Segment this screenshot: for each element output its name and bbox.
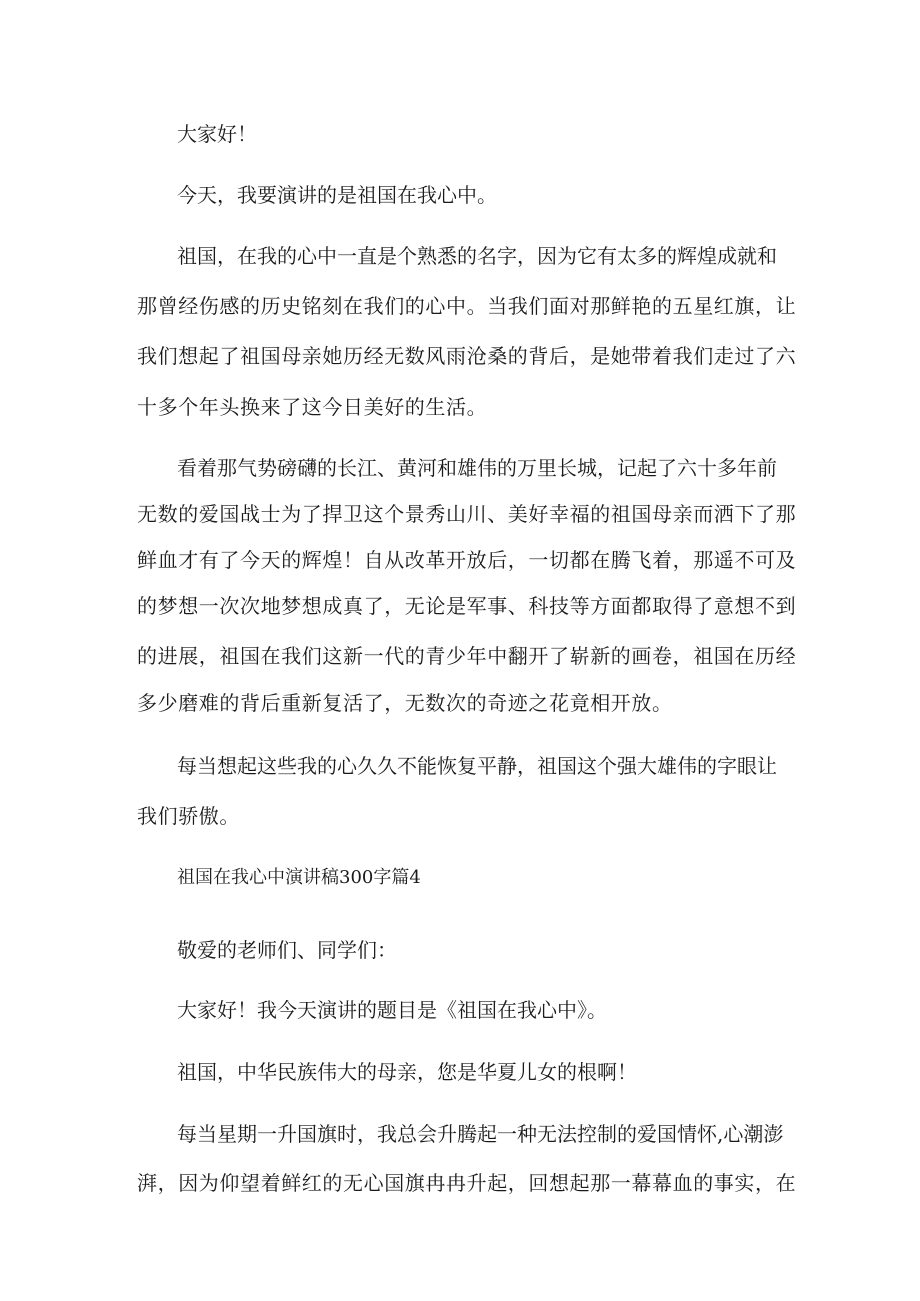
- section-heading: 祖国在我心中演讲稿300字篇4: [177, 867, 421, 888]
- text-line: 无数的爱国战士为了捍卫这个景秀山川、美好幸福的祖国母亲而洒下了那: [137, 502, 797, 526]
- text-line: 我们骄傲。: [137, 804, 240, 828]
- text-line: 多少磨难的背后重新复活了，无数次的奇迹之花竟相开放。: [137, 691, 673, 715]
- text-line: 大家好！我今天演讲的题目是《祖国在我心中》。: [177, 998, 607, 1022]
- text-line: 大家好！: [177, 122, 257, 146]
- text-line: 的进展，祖国在我们这新一代的青少年中翻开了崭新的画卷，祖国在历经: [137, 644, 797, 668]
- text-line: 那曾经伤感的历史铭刻在我们的心中。当我们面对那鲜艳的五星红旗，让: [137, 294, 797, 318]
- text-line: 鲜血才有了今天的辉煌！自从改革开放后，一切都在腾飞着，那遥不可及: [137, 548, 797, 572]
- text-line: 祖国，在我的心中一直是个熟悉的名字，因为它有太多的辉煌成就和: [177, 244, 777, 268]
- text-line: 看着那气势磅礴的长江、黄河和雄伟的万里长城，记起了六十多年前: [177, 456, 777, 480]
- text-line: 的梦想一次次地梦想成真了，无论是军事、科技等方面都取得了意想不到: [137, 594, 797, 618]
- text-line: 每当星期一升国旗时，我总会升腾起一种无法控制的爱国情怀,心潮澎: [177, 1122, 784, 1146]
- text-line: 敬爱的老师们、同学们：: [177, 938, 397, 962]
- text-line: 今天，我要演讲的是祖国在我心中。: [177, 183, 497, 207]
- text-line: 十多个年头换来了这今日美好的生活。: [137, 395, 488, 419]
- text-line: 湃，因为仰望着鲜红的无心国旗冉冉升起，回想起那一幕幕血的事实，在: [137, 1171, 797, 1195]
- text-line: 祖国，中华民族伟大的母亲，您是华夏儿女的根啊！: [177, 1060, 637, 1084]
- text-line: 我们想起了祖国母亲她历经无数风雨沧桑的背后，是她带着我们走过了六: [137, 344, 797, 368]
- text-line: 每当想起这些我的心久久不能恢复平静，祖国这个强大雄伟的字眼让: [177, 754, 777, 778]
